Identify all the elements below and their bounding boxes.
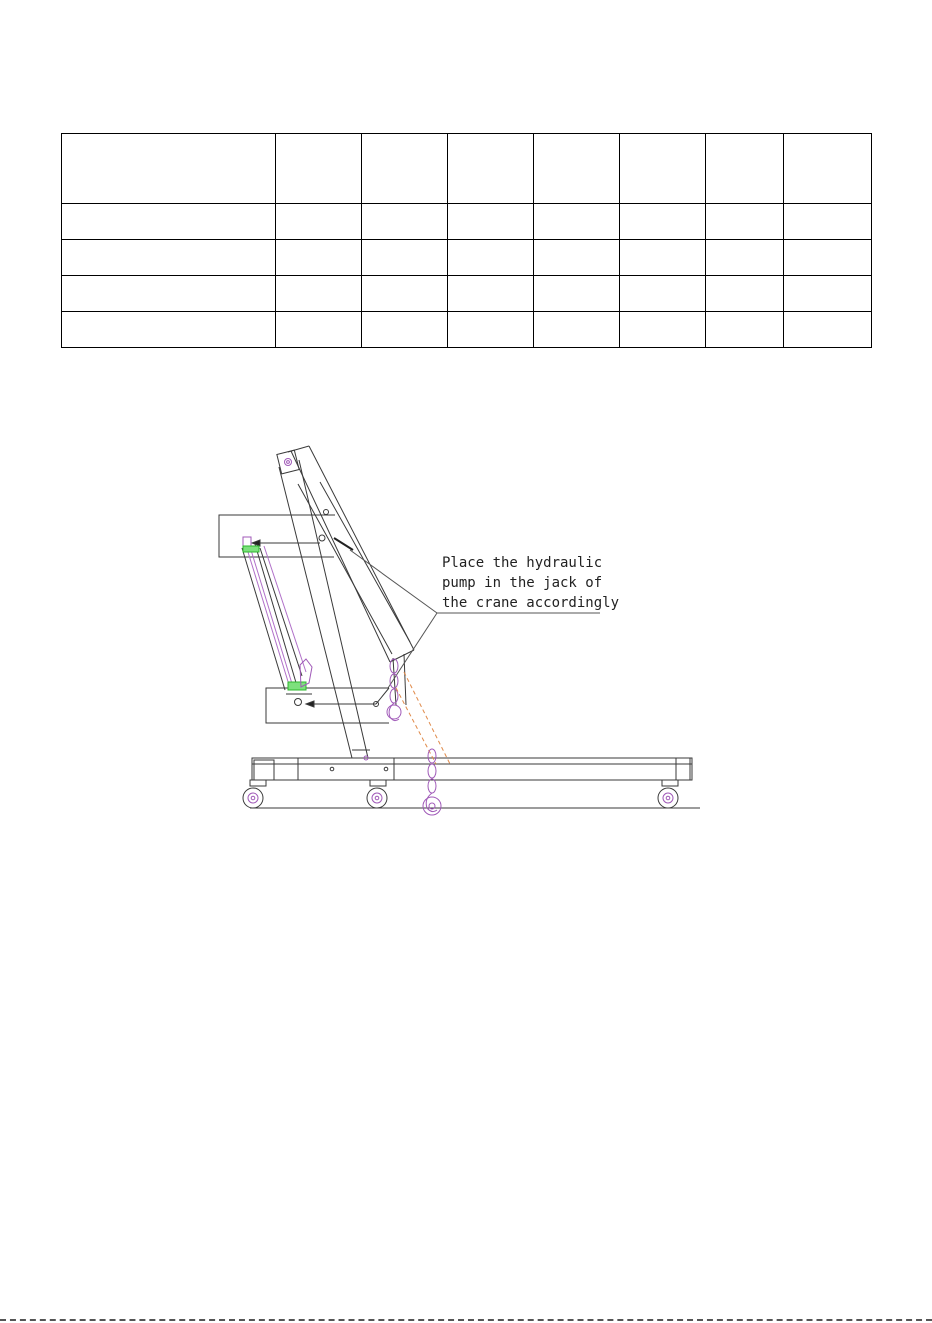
- crane-boom: [288, 446, 414, 705]
- caster-wheel-right: [658, 780, 678, 808]
- boom-extension-dashed: [396, 672, 450, 764]
- base-frame: [252, 758, 692, 780]
- callout-line-2: pump in the jack of: [442, 575, 603, 591]
- callout-line-3: the crane accordingly: [442, 595, 620, 611]
- caster-wheel-left: [243, 780, 266, 808]
- caster-wheel-middle: [367, 780, 387, 808]
- callout-line-1: Place the hydraulic: [442, 555, 603, 571]
- detail-box-upper: [219, 515, 335, 557]
- hydraulic-cylinder: [242, 537, 312, 706]
- chain-hook-lower: [423, 749, 441, 815]
- page-bottom-edge: [0, 1319, 932, 1321]
- crane-mast: [277, 450, 368, 758]
- detail-box-lower: [266, 688, 389, 723]
